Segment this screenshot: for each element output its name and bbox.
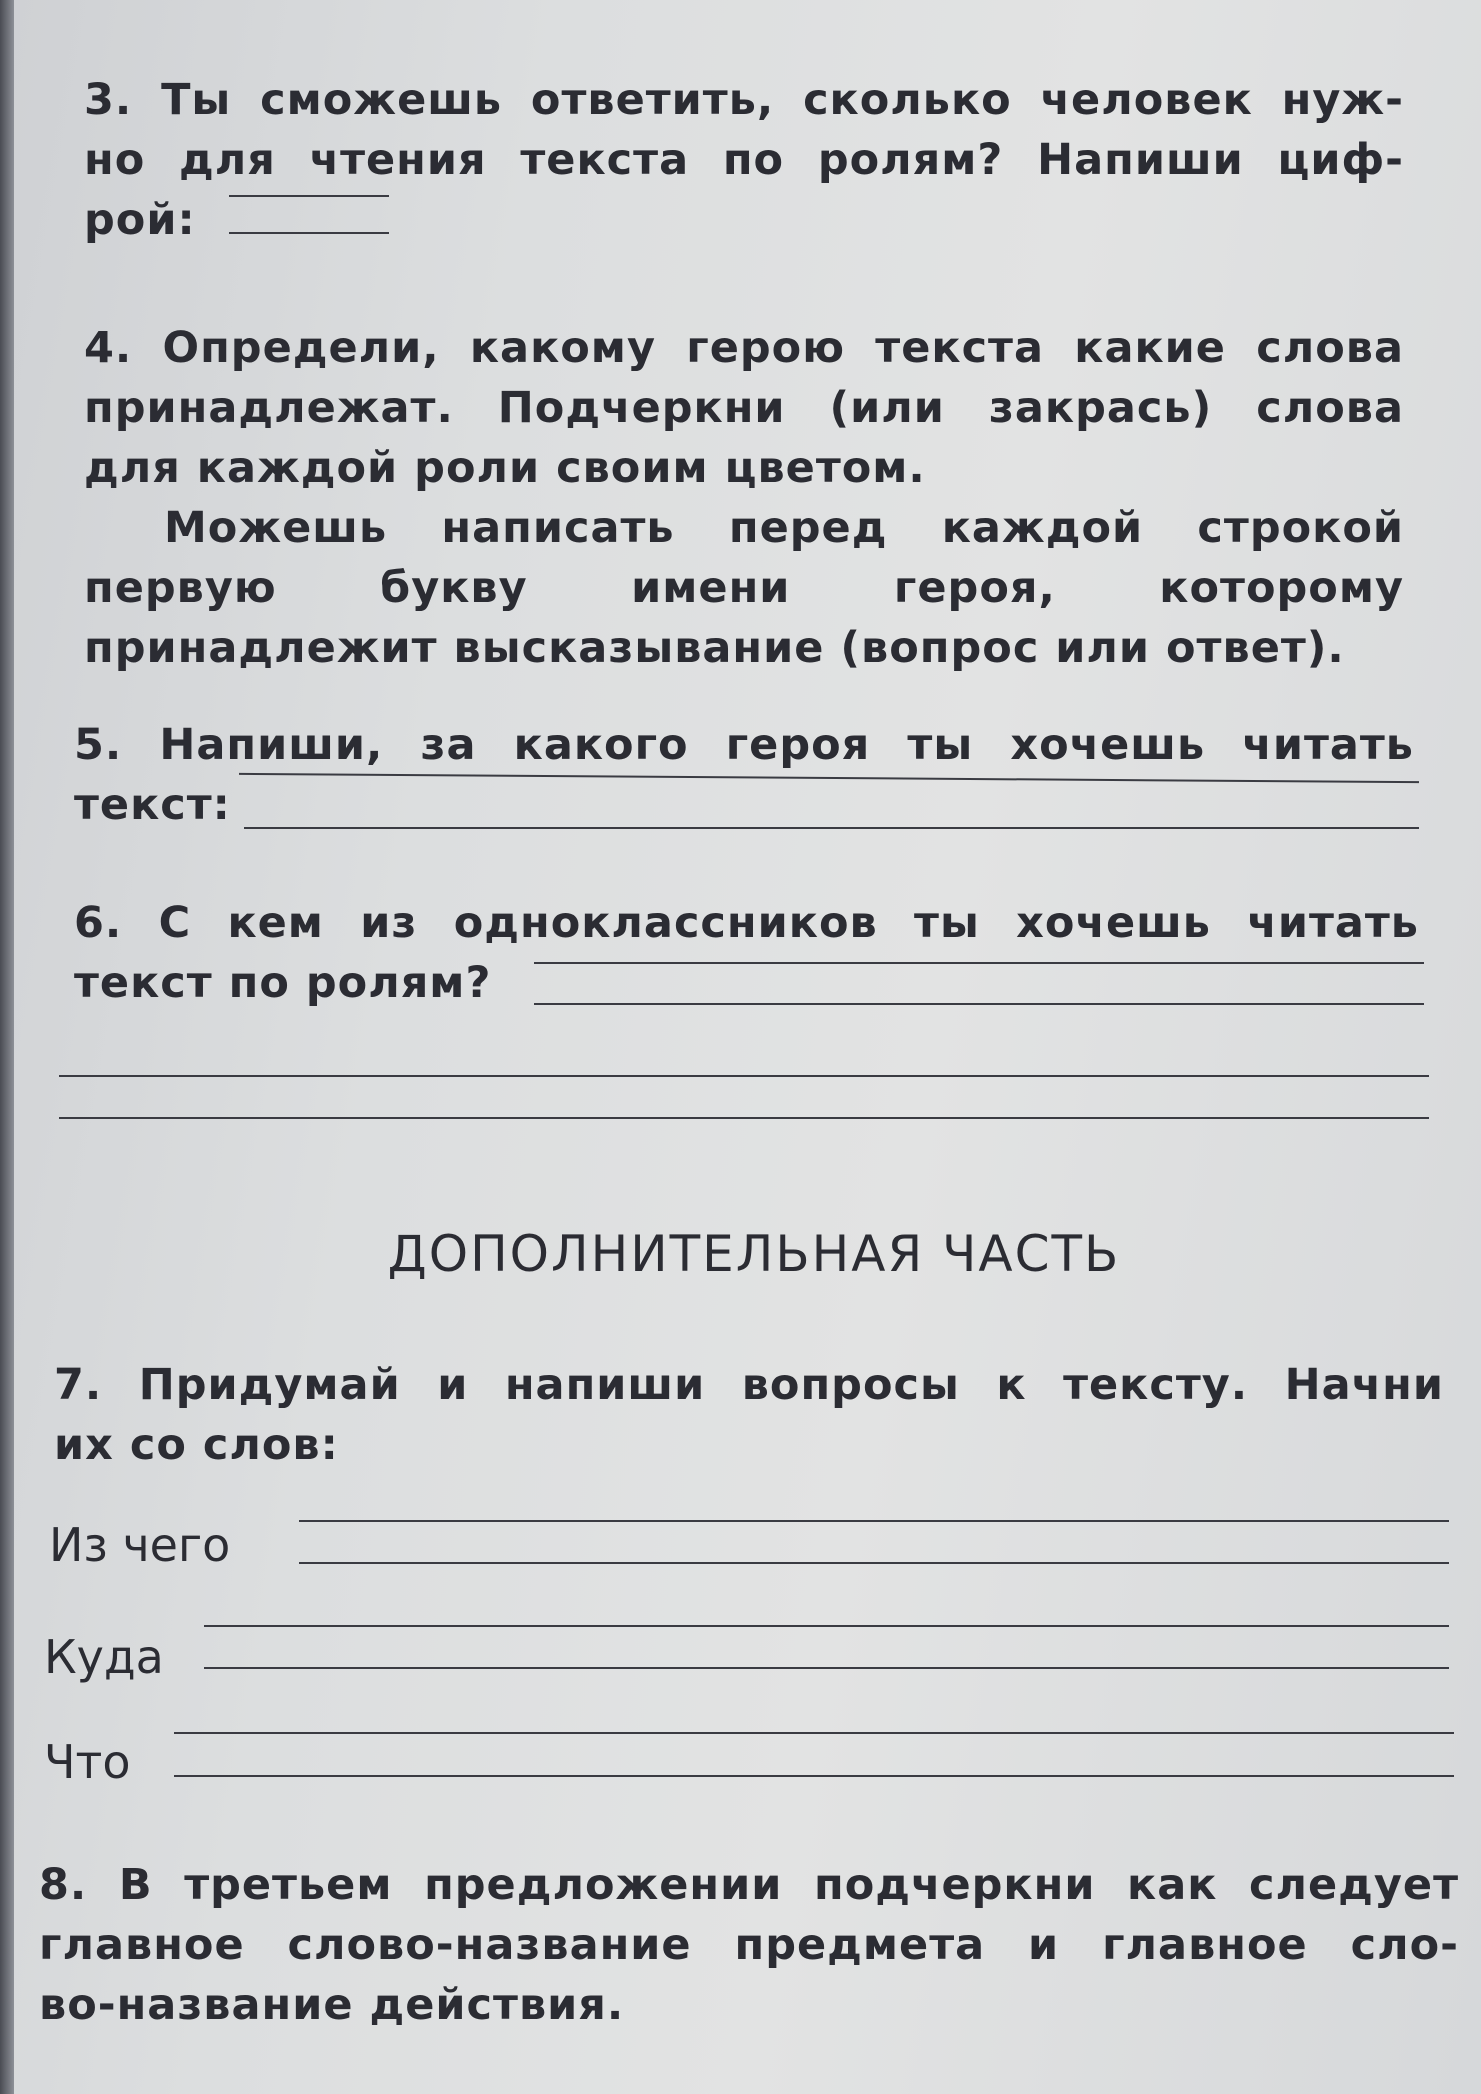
task-8-line-3: во-название действия.: [39, 1980, 625, 2030]
task-3-answer-line[interactable]: [229, 232, 389, 234]
task-4-paragraph-1: 4. Определи, какому герою текста какие слова принадлежат. Подчеркни (или закрась) слова для каждой роли своим цветом.: [84, 323, 1404, 493]
task-3-answer-line-upper[interactable]: [229, 195, 389, 197]
section-title: ДОПОЛНИТЕЛЬНАЯ ЧАСТЬ: [387, 1225, 1121, 1283]
task-7-line-2: их со слов:: [54, 1420, 339, 1470]
task-6-line-1: 6. С кем из одноклассников ты хочешь читать: [74, 898, 1419, 948]
task-4-paragraph-2: Можешь написать перед каждой строкой первую букву имени героя, которому принадлежит высказывание (вопрос или ответ).: [84, 503, 1404, 673]
task-6-line-2: текст по ролям?: [74, 958, 492, 1008]
task-3-line-3: рой:: [84, 195, 196, 245]
task-5-line-2: текст:: [74, 780, 231, 830]
task-3: [84, 70, 1404, 250]
task-6-answer-line-1[interactable]: [534, 962, 1424, 964]
task-8-line-1: 8. В третьем предложении подчеркни как следует: [39, 1860, 1459, 1910]
page-shadow-edge: [0, 0, 14, 2094]
from-what-answer-line-2[interactable]: [299, 1562, 1449, 1564]
what-answer-line-2[interactable]: [174, 1775, 1454, 1777]
task-7-line-1: 7. Придумай и напиши вопросы к тексту. Начни: [54, 1360, 1444, 1410]
workbook-page: [14, 0, 1481, 2094]
task-8-line-2: главное слово-название предмета и главное сло-: [39, 1920, 1459, 1970]
prompt-what: Что: [44, 1735, 131, 1789]
prompt-where: Куда: [44, 1630, 164, 1684]
task-6-answer-line-2[interactable]: [534, 1003, 1424, 1005]
task-6-answer-line-4[interactable]: [59, 1117, 1429, 1119]
task-7: [54, 1355, 1444, 1475]
where-answer-line-1[interactable]: [204, 1625, 1449, 1627]
task-3-line-1: 3. Ты сможешь ответить, сколько человек нуж-: [84, 75, 1404, 125]
task-8: [39, 1855, 1459, 2035]
task-5-answer-line[interactable]: [244, 827, 1419, 829]
task-4: [84, 318, 1404, 678]
where-answer-line-2[interactable]: [204, 1667, 1449, 1669]
task-5-line-1: 5. Напиши, за какого героя ты хочешь читать: [74, 720, 1414, 770]
task-6: [74, 893, 1419, 1013]
prompt-from-what: Из чего: [49, 1518, 231, 1572]
from-what-answer-line-1[interactable]: [299, 1520, 1449, 1522]
task-6-answer-line-3[interactable]: [59, 1075, 1429, 1077]
task-3-line-2: но для чтения текста по ролям? Напиши циф-: [84, 135, 1404, 185]
what-answer-line-1[interactable]: [174, 1732, 1454, 1734]
